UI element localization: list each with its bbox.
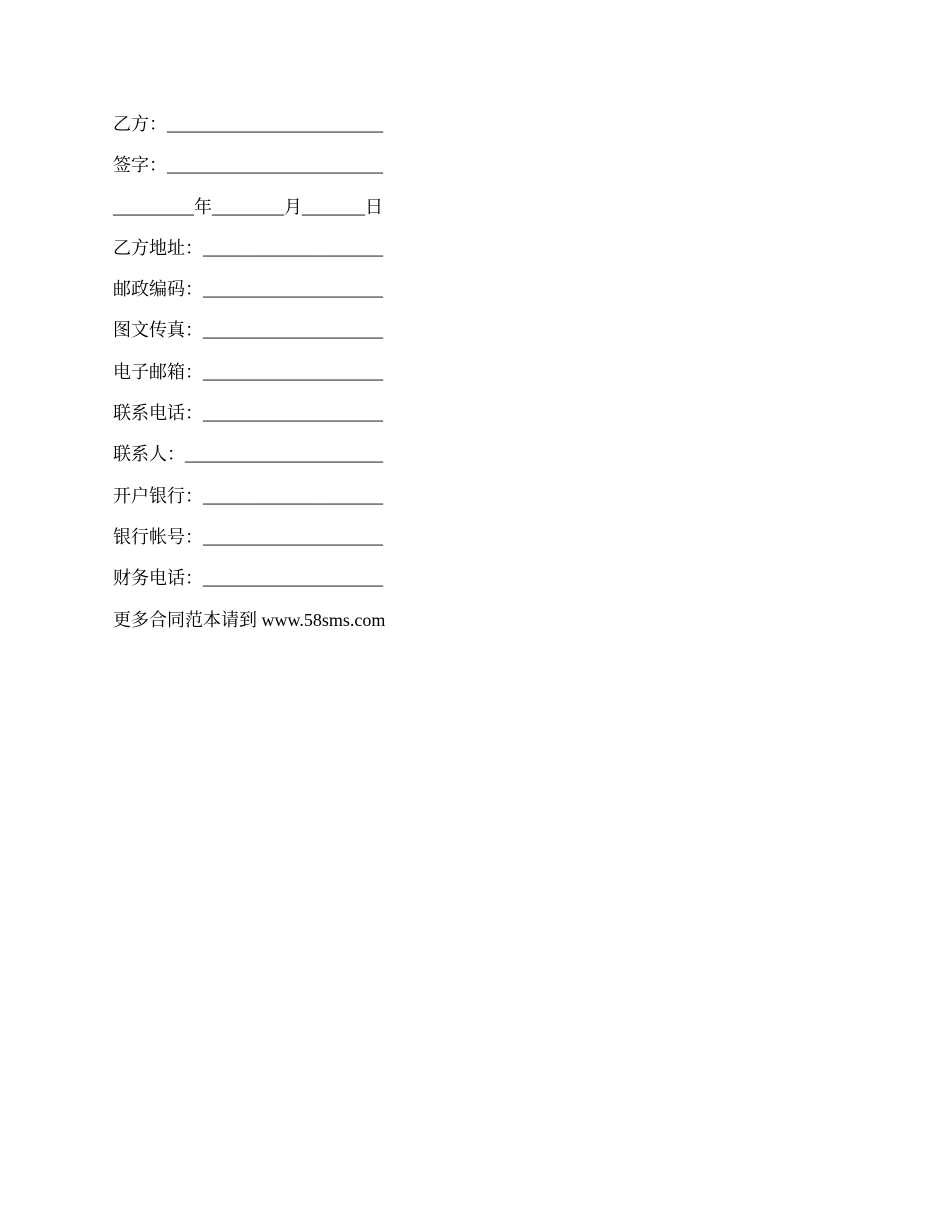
party-b-address-line: 乙方地址：____________________ [113,237,383,258]
bank-account-line: 银行帐号：____________________ [113,526,383,547]
party-b-line: 乙方：________________________ [113,114,383,134]
footer-text: 更多合同范本请到 www.58sms.com [113,609,386,630]
bank-line: 开户银行：____________________ [113,485,383,506]
postal-code-line: 邮政编码：____________________ [113,279,383,300]
signature-line: 签字：________________________ [113,155,383,176]
email-line: 电子邮箱：____________________ [113,361,383,382]
fax-line: 图文传真：____________________ [113,320,383,341]
contract-signature-block [113,112,813,649]
phone-line: 联系电话：____________________ [113,403,383,424]
finance-phone-line: 财务电话：____________________ [113,568,383,589]
contact-person-line: 联系人：______________________ [113,444,383,465]
date-line: _________年________月_______日 [113,196,383,217]
